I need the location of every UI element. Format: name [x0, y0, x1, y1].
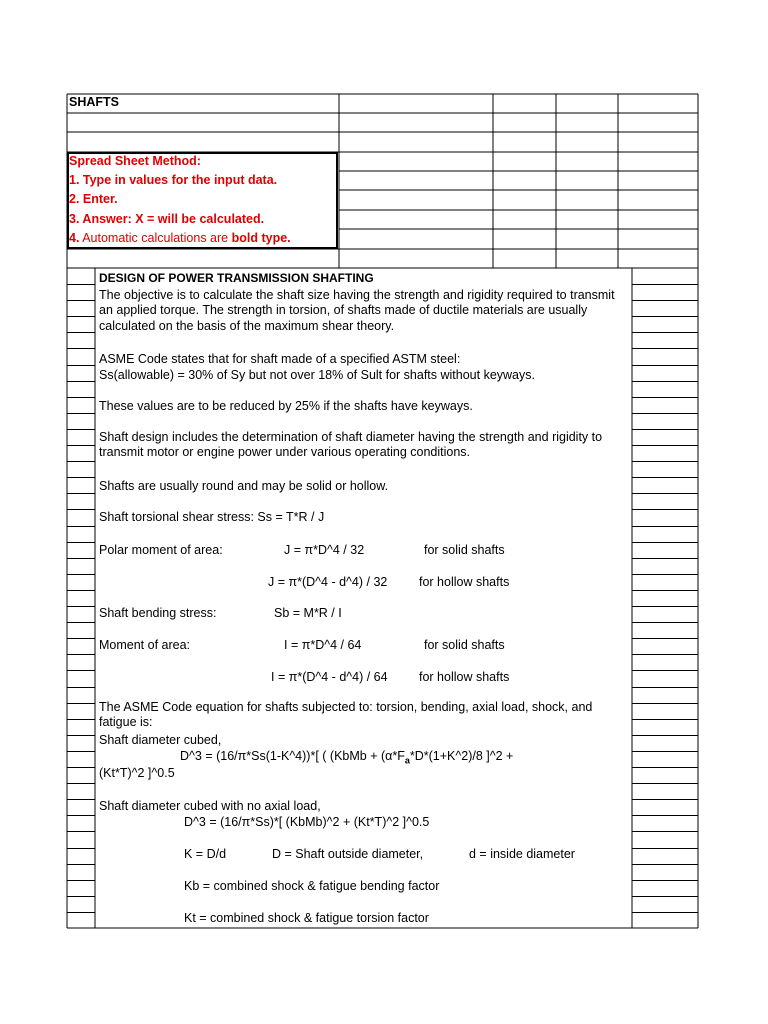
moment-solid-note: for solid shafts — [424, 638, 505, 652]
k-definition: K = D/d — [184, 847, 227, 861]
instruction-step-3: 3. Answer: X = will be calculated. — [69, 212, 265, 226]
cubed-label: Shaft diameter cubed, — [99, 733, 222, 747]
step-4-bold: bold type — [231, 231, 288, 245]
cubed-equation — [180, 748, 513, 769]
objective-paragraph: The objective is to calculate the shaft size having the strength and rigidity required to transmit an applied torque. The strength in torsion, of shafts made of ductile materials are usually calculated on the basis of the maximum shear theory. — [99, 288, 615, 333]
moment-label: Moment of area: — [99, 638, 191, 652]
step-4-text: Automatic calculations are — [79, 231, 232, 245]
round-text: Shafts are usually round and may be solid or hollow. — [99, 479, 389, 493]
asme-line-1: ASME Code states that for shaft made of a specified ASTM steel: — [99, 352, 461, 366]
design-paragraph: Shaft design includes the determination of shaft diameter having the strength and rigidity to transmit motor or engine power under various operating conditions. — [99, 430, 603, 460]
bending-eq: Sb = M*R / I — [274, 606, 342, 620]
noaxial-label: Shaft diameter cubed with no axial load, — [99, 799, 321, 813]
cubed-eq-part-a: D^3 = (16/π*Ss(1-K^4))*[ ( (KbMb + (α*F — [180, 749, 405, 763]
step-4-end: . — [287, 231, 291, 245]
instructions-heading: Spread Sheet Method: — [69, 154, 201, 168]
moment-hollow-eq: I = π*(D^4 - d^4) / 64 — [271, 670, 388, 684]
step-4-number: 4. — [69, 231, 80, 245]
cubed-eq-subscript: a — [404, 755, 410, 766]
sheet-title: SHAFTS — [69, 95, 119, 109]
polar-hollow-note: for hollow shafts — [419, 575, 510, 589]
kt-definition: Kt = combined shock & fatigue torsion factor — [184, 911, 429, 925]
asme-equation-intro: The ASME Code equation for shafts subjected to: torsion, bending, axial load, shock, and fatigue is: — [99, 700, 593, 730]
noaxial-equation: D^3 = (16/π*Ss)*[ (KbMb)^2 + (Kt*T)^2 ]^0.5 — [184, 815, 430, 829]
instruction-step-2: 2. Enter. — [69, 192, 118, 206]
kb-definition: Kb = combined shock & fatigue bending factor — [184, 879, 440, 893]
polar-label: Polar moment of area: — [99, 543, 223, 557]
content-heading: DESIGN OF POWER TRANSMISSION SHAFTING — [99, 271, 374, 285]
instruction-step-1: 1. Type in values for the input data. — [69, 173, 278, 187]
bending-label: Shaft bending stress: — [99, 606, 217, 620]
moment-solid-eq: I = π*D^4 / 64 — [284, 638, 362, 652]
cubed-eq-part-b: *D*(1+K^2)/8 ]^2 + — [409, 749, 514, 763]
polar-hollow-eq: J = π*(D^4 - d^4) / 32 — [268, 575, 388, 589]
asme-line-2: Ss(allowable) = 30% of Sy but not over 18% of Sult for shafts without keyways. — [99, 368, 535, 382]
moment-hollow-note: for hollow shafts — [419, 670, 510, 684]
torsional-text: Shaft torsional shear stress: Ss = T*R / J — [99, 510, 325, 524]
outside-diameter-definition: D = Shaft outside diameter, — [272, 847, 424, 861]
keyways-text: These values are to be reduced by 25% if the shafts have keyways. — [99, 399, 473, 413]
inside-diameter-definition: d = inside diameter — [469, 847, 575, 861]
polar-solid-note: for solid shafts — [424, 543, 505, 557]
polar-solid-eq: J = π*D^4 / 32 — [284, 543, 365, 557]
cubed-equation-cont: (Kt*T)^2 ]^0.5 — [99, 766, 175, 780]
instruction-step-4 — [69, 230, 291, 246]
